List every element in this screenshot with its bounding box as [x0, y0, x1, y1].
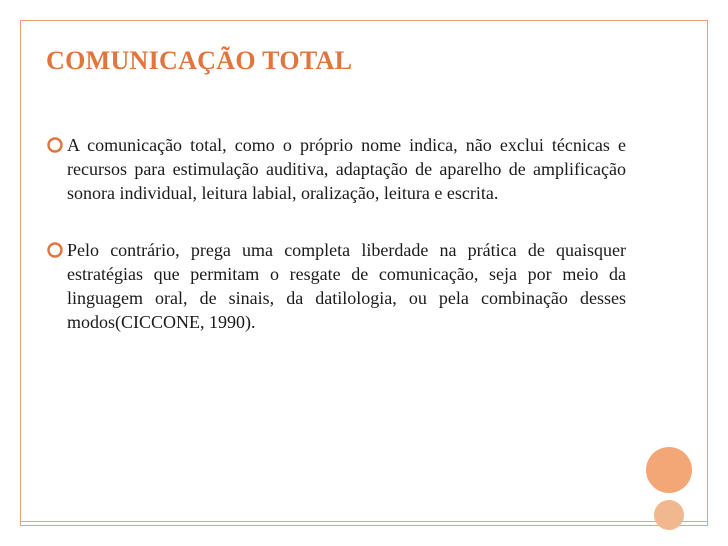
- hollow-circle-bullet-icon: [46, 241, 64, 259]
- bullet-text: Pelo contrário, prega uma completa liberdade na prática de quaisquer estratégias que permitam o resgate de comunicação, seja por meio da linguagem oral, de sinais, da datilologia, ou pela combinação desses modos(CICCONE, 1990).: [67, 240, 626, 332]
- bullet-text: A comunicação total, como o próprio nome indica, não exclui técnicas e recursos para estimulação auditiva, adaptação de aparelho de amplificação sonora individual, leitura labial, oralização, leitura e escrita.: [67, 135, 626, 203]
- bullet-item: [46, 238, 626, 334]
- bullet-item: [46, 133, 626, 205]
- bottom-rule-lower: [20, 525, 708, 526]
- decorative-circle-small: [654, 500, 684, 530]
- slide-title: COMUNICAÇÃO TOTAL: [46, 46, 353, 75]
- decorative-circle-large: [646, 447, 692, 493]
- bullet-list: [46, 133, 626, 367]
- hollow-circle-bullet-icon: [46, 136, 64, 154]
- bottom-rule-upper: [20, 521, 708, 522]
